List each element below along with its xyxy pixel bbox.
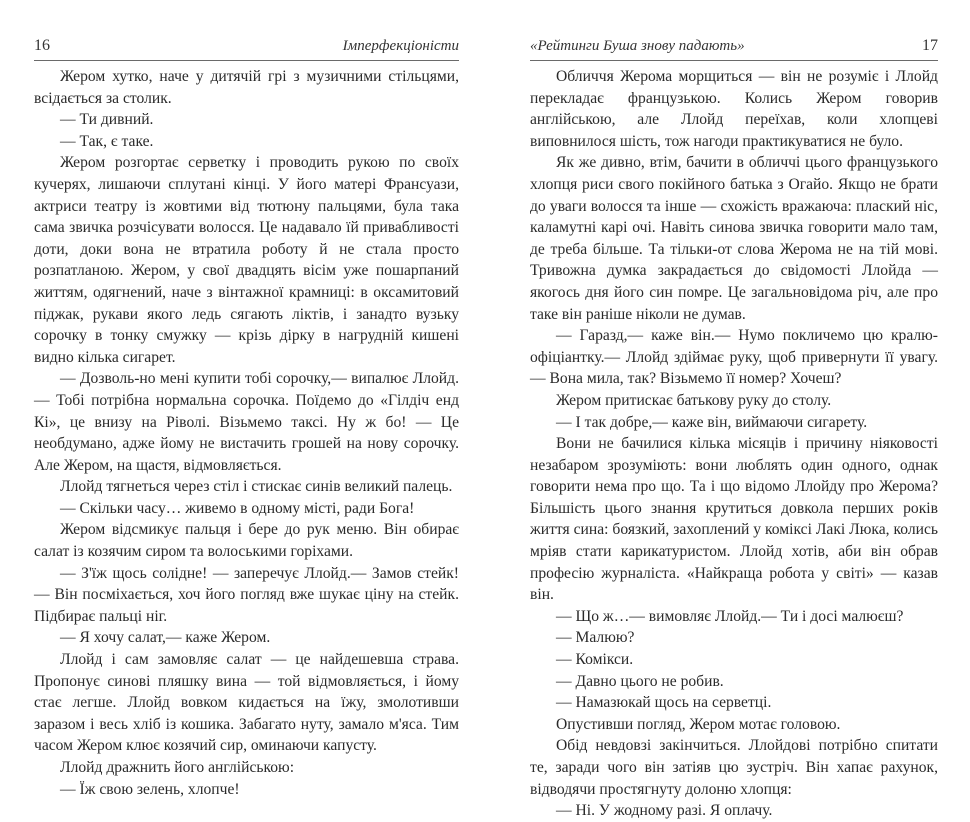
paragraph: — Намазюкай щось на серветці. [556,694,772,712]
left-running-head [34,37,459,57]
paragraph: — Так, є таке. [60,132,154,150]
paragraph: Ллойд і сам замовляє салат — це найдешевша страва. Пропонує синові пляшку вина — той відмовляється, і йому стає легше. Ллойд вовком кидається на їжу, змолотивши заразом і весь хліб із кошика. Забагато нуту, замало м'яса. Тим часом Жером клює козячий сир, оминаючи капусту. [34,651,459,755]
paragraph: — Малюю? [556,629,635,647]
paragraph: — Скільки часу… живемо в одному місті, ради Бога! [60,499,415,517]
paragraph: — Ти дивний. [60,111,154,129]
page-number: 17 [922,37,938,54]
running-title: «Рейтинги Буша знову падають» [530,38,745,54]
paragraph: Обід невдовзі закінчиться. Ллойдові потрібно спитати те, заради чого він затіяв цю зустріч. Він хапає рахунок, відводячи простягнуту долоню хлопця: [530,737,938,798]
paragraph: Опустивши погляд, Жером мотає головою. [556,715,841,733]
paragraph: — Що ж…— вимовляє Ллойд.— Ти і досі малюєш? [556,607,904,625]
paragraph: — Ні. У жодному разі. Я оплачу. [556,802,773,820]
paragraph: — Комікси. [556,651,634,669]
paragraph: Вони не бачилися кілька місяців і причину ніяковості незабаром зрозуміють: вони люблять один одного, однак говорити нема про що. Та і що відомо Ллойду про Жерома? Більшість цього знання крутиться довкола перших років життя сина: боязкий, захоплений у коміксі Лакі Люка, колись мріяв стати карикатуристом. Ллойд хотів, аби він обрав професію журналіста. «Найкраща робота у світі» — казав він. [530,435,938,604]
paragraph: Жером розгортає серветку і проводить рукою по своїх кучерях, лишаючи сплутані кінці. У його матері Франсуази, актриси театру із жовтими від тютюну пальцями, була така сама звичка розчісувати волосся. Це надавало їй привабливості доти, доки вона не втратила роботу й не стала просто розпатланою. Жером, у свої двадцять вісім уже пошарпаний життям, одягнений, наче з вінтажної крамниці: в оксамитовий піджак, рукави якого ледь сягають ліктів, і занадто вузьку сорочку в тонку смужку — крізь дірку в нагрудній кишені видно кілька сигарет. [34,154,459,366]
paragraph: Обличчя Жерома морщиться — він не розуміє і Ллойд перекладає французькою. Колись Жером говорив англійською, але Ллойд переїхав, коли хлопцеві виповнилося шість, тож нагоди практикуватися не було. [530,68,938,150]
paragraph: — Я хочу салат,— каже Жером. [60,629,271,647]
page-number: 16 [34,37,50,54]
page-body [34,66,459,800]
left-page [34,0,459,798]
paragraph: — З'їж щось солідне! — заперечує Ллойд.— Замов стейк! — Він посміхається, хоч його погляд вже шукає ціну на стейк. Підбирає пальці ніг. [34,564,459,625]
header-rule [530,60,938,61]
paragraph: Як же дивно, втім, бачити в обличчі цього французького хлопця риси свого покійного батька з Огайо. Якщо не брати до уваги волосся та інше — схожість вражаюча: плаский ніс, каламутні карі очі. Навіть синова звичка говорити мало там, де треба більше. Та тільки-от слова Жерома не на тій мові. Тривожна думка закрадається до свідомості Ллойда — якогось дня його син помре. Це загальновідома річ, але про таке він раніше ніколи не думав. [530,154,938,323]
paragraph: — Гаразд,— каже він.— Нумо покличемо цю кралю-офіціантку.— Ллойд здіймає руку, щоб привернути її увагу.— Вона мила, так? Візьмемо її номер? Хочеш? [530,327,938,388]
paragraph: Жером хутко, наче у дитячій грі з музичними стільцями, всідається за столик. [34,68,459,107]
paragraph: Жером притискає батькову руку до столу. [556,391,832,409]
paragraph: Ллойд дражнить його англійською: [60,759,295,776]
paragraph: — Їж свою зелень, хлопче! [60,780,240,798]
header-rule [34,60,459,61]
paragraph: — І так добре,— каже він, виймаючи сигарету. [556,413,868,431]
running-title: Імперфекціоністи [342,38,459,54]
paragraph: — Дозволь-но мені купити тобі сорочку,— випалює Ллойд.— Тобі потрібна нормальна сорочка. Поїдемо до «Гілдіч енд Кі», це внизу на Ріволі. Візьмемо таксі. Ну ж бо! — Це необдумано, адже йому не вистачить грошей на нову сорочку. Але Жером, на щастя, відмовляється. [34,370,459,474]
page-body [530,66,938,822]
right-page [530,0,938,820]
paragraph: Ллойд тягнеться через стіл і стискає синів великий палець. [60,478,453,496]
paragraph: Жером відсмикує пальця і бере до рук меню. Він обирає салат із козячим сиром та волоськими горіхами. [34,521,459,561]
right-running-head [530,37,938,57]
paragraph: — Давно цього не робив. [556,672,724,690]
